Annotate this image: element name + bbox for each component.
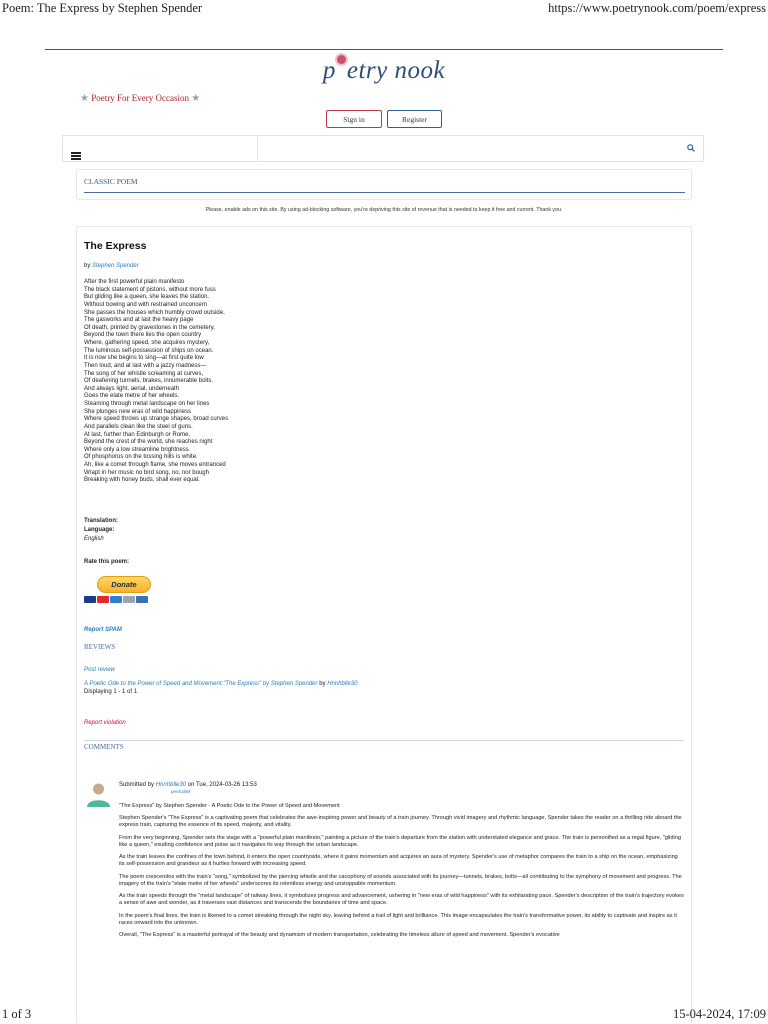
poem-line: Without bowing and with restrained unconcern	[84, 301, 208, 308]
category-label: CLASSIC POEM	[84, 177, 138, 186]
language-label: Language:	[84, 527, 115, 533]
poem-line: Wrapt in her music no bird song, no, nor bough	[84, 469, 209, 476]
print-datetime: 15-04-2024, 17:09	[672, 1007, 766, 1021]
poem-text	[84, 279, 384, 485]
print-page: 1 of 3	[2, 1007, 32, 1021]
poem-line: But gliding like a queen, she leaves the station.	[84, 294, 210, 301]
rate-label: Rate this poem:	[84, 559, 130, 565]
site-tagline	[80, 93, 200, 104]
submitted-prefix: Submitted by	[119, 782, 155, 788]
poem-line: The luminous self-possession of ships on ocean.	[84, 347, 214, 354]
poem-line: The black statement of pistons, without more fuss	[84, 286, 216, 293]
poem-line: It is now she begins to sing—at first quite low	[84, 355, 204, 362]
poem-line: And always light, aerial, underneath	[84, 385, 180, 392]
comment-paragraph: As the train leaves the confines of the town behind, it enters the open countryside, where it gains momentum and acquires an aura of mystery. Spender's use of metaphor compares the train to a ship on the ocean, emphasizing its self-possession and grandeur as it hurtles forward with increasing speed.	[119, 854, 678, 868]
poem-line: Where only a low streamline brightness	[84, 446, 189, 453]
poem-line: Of death, printed by gravestones in the cemetery.	[84, 324, 215, 331]
main-navbar	[62, 135, 704, 162]
poem-line: At last, further than Edinburgh or Rome,	[84, 431, 191, 438]
flower-icon	[337, 55, 346, 64]
star-icon: ★	[80, 93, 89, 104]
comment-date: on Tue, 2024-03-26 13:53	[187, 782, 257, 788]
comment-paragraph: Overall, "The Express" is a masterful portrayal of the beauty and dynamism of modern transportation, celebrating the timeless allure of speed and movement. Spender's evocative	[119, 932, 560, 939]
poem-line: The song of her whistle screaming at curves,	[84, 370, 204, 377]
review-author-link[interactable]: Hnnhblle30	[327, 681, 358, 687]
comment-paragraph: In the poem's final lines, the train is likened to a comet streaking through the night sky, leaving behind a trail of light and brilliance. This image encapsulates the train's transformative power, its ability to captivate and inspire as it races onward into the unknown.	[119, 912, 677, 926]
report-spam-link[interactable]: Report SPAM	[84, 627, 122, 633]
poem-line: Goes the elate metre of her wheels.	[84, 393, 180, 400]
poem-line: Breaking with honey buds, shall ever equal.	[84, 477, 200, 484]
signin-button[interactable]: Sign in	[326, 110, 382, 128]
print-url: https://www.poetrynook.com/poem/express	[548, 1, 766, 15]
language-link[interactable]: English	[84, 536, 104, 542]
logo-text-left: p	[322, 57, 336, 84]
header-rule	[45, 49, 723, 50]
poem-title: The Express	[84, 240, 147, 252]
comments-rule	[84, 740, 684, 741]
poem-line: Of deafening tunnels, brakes, innumerable bolts.	[84, 378, 214, 385]
comment-paragraph: "The Express" by Stephen Spender - A Poetic Ode to the Power of Speed and Movement	[119, 803, 340, 809]
comments-heading: COMMENTS	[84, 743, 124, 751]
permalink-link[interactable]: permalink	[171, 789, 191, 794]
poem-line: Then loud, and at last with a jazzy madness—	[84, 362, 207, 369]
hamburger-menu-icon[interactable]	[71, 152, 81, 159]
avatar	[86, 782, 111, 807]
review-title-link[interactable]: A Poetic Ode to the Power of Speed and Movement:"The Express" by Stephen Spender	[84, 681, 318, 687]
tagline-text: Poetry For Every Occasion	[91, 93, 189, 103]
poem-line: Ah, like a comet through flame, she moves entranced	[84, 462, 226, 468]
poem-line: Where speed throws up strange shapes, broad curves	[84, 416, 229, 423]
poem-line: She plunges new eras of wild happiness	[84, 408, 192, 415]
comment-paragraph: Stephen Spender's "The Express" is a captivating poem that celebrates the awe-inspiring power and beauty of a train journey. Through vivid imagery and rhythmic language, Spender takes the reader on a thrilling ride aboard the express train, capturing the essence of its speed, majesty, and vitality.	[119, 815, 682, 829]
poem-line: And parallels clean like the steel of guns.	[84, 423, 193, 430]
comment-submitted	[119, 782, 257, 788]
search-input[interactable]	[257, 136, 703, 161]
print-header	[0, 0, 768, 18]
star-icon: ★	[191, 93, 201, 104]
comment-paragraph: From the very beginning, Spender sets the stage with a "powerful plain manifesto," painting a picture of the train's departure from the station with understated elegance and grace. The train is personified as a regal figure, "gliding like a queen," exuding confidence and poise as it navigates its way through the urban landscape.	[119, 834, 681, 848]
print-title: Poem: The Express by Stephen Spender	[2, 1, 203, 15]
poem-line: Steaming through metal landscape on her lines	[84, 401, 210, 407]
register-button[interactable]: Register	[387, 110, 442, 128]
reviews-heading: REVIEWS	[84, 643, 116, 651]
review-item	[84, 681, 358, 687]
poem-line: The gasworks and at last the heavy page	[84, 317, 194, 324]
category-rule	[84, 192, 685, 193]
poem-line: Beyond the town there lies the open country	[84, 332, 202, 339]
payment-cards-icon	[84, 596, 148, 603]
category-box	[76, 169, 692, 200]
poem-line: Beyond the crest of the world, she reaches night	[84, 439, 213, 446]
comment-body	[119, 803, 684, 945]
report-violation-link[interactable]: Report violation	[84, 720, 126, 726]
poem-byline	[84, 263, 139, 269]
search-icon[interactable]	[687, 144, 695, 152]
post-review-link[interactable]: Post review	[84, 667, 116, 673]
donate-button[interactable]: Donate	[97, 576, 151, 593]
translation-label: Translation:	[84, 518, 119, 524]
poem-line: Of phosphorus on the tossing hills is white.	[84, 454, 198, 461]
review-count: Displaying 1 - 1 of 1	[84, 689, 138, 695]
site-logo[interactable]	[0, 55, 768, 85]
print-footer	[0, 1006, 768, 1024]
ad-notice: Please, enable ads on this site. By using ad-blocking software, you're depriving this site of revenue that is needed to keep it free and current. Thank you.	[205, 207, 563, 213]
comment-author-link[interactable]: Hnnhblle30	[155, 782, 187, 788]
author-link[interactable]: Stephen Spender	[92, 263, 139, 269]
comment-paragraph: The poem crescendos with the train's "song," symbolized by the piercing whistle and the cacophony of sounds associated with its journey—tunnels, brakes, bolts—all contributing to the symphony of movement and progress. The imagery of the train's "elate metre of her wheels" underscores its relentless energy and unstoppable momentum.	[119, 873, 682, 887]
logo-text-right: etry nook	[346, 57, 446, 84]
review-by: by	[319, 681, 326, 687]
poem-line: She passes the houses which humbly crowd outside,	[84, 309, 225, 316]
poem-line: After the first powerful plain manifesto	[84, 279, 185, 285]
byline-prefix: by	[84, 263, 91, 269]
poem-line: Where, gathering speed, she acquires mystery,	[84, 340, 210, 346]
comment-paragraph: As the train speeds through the "metal landscape" of railway lines, it symbolizes progress and advancement, ushering in "new eras of wild happiness" with its exhilarating pace. Spender's description of the train's trajectory evokes a sense of awe and wonder, as it traverses vast distances and transcends the boundaries of time and space.	[119, 893, 684, 907]
